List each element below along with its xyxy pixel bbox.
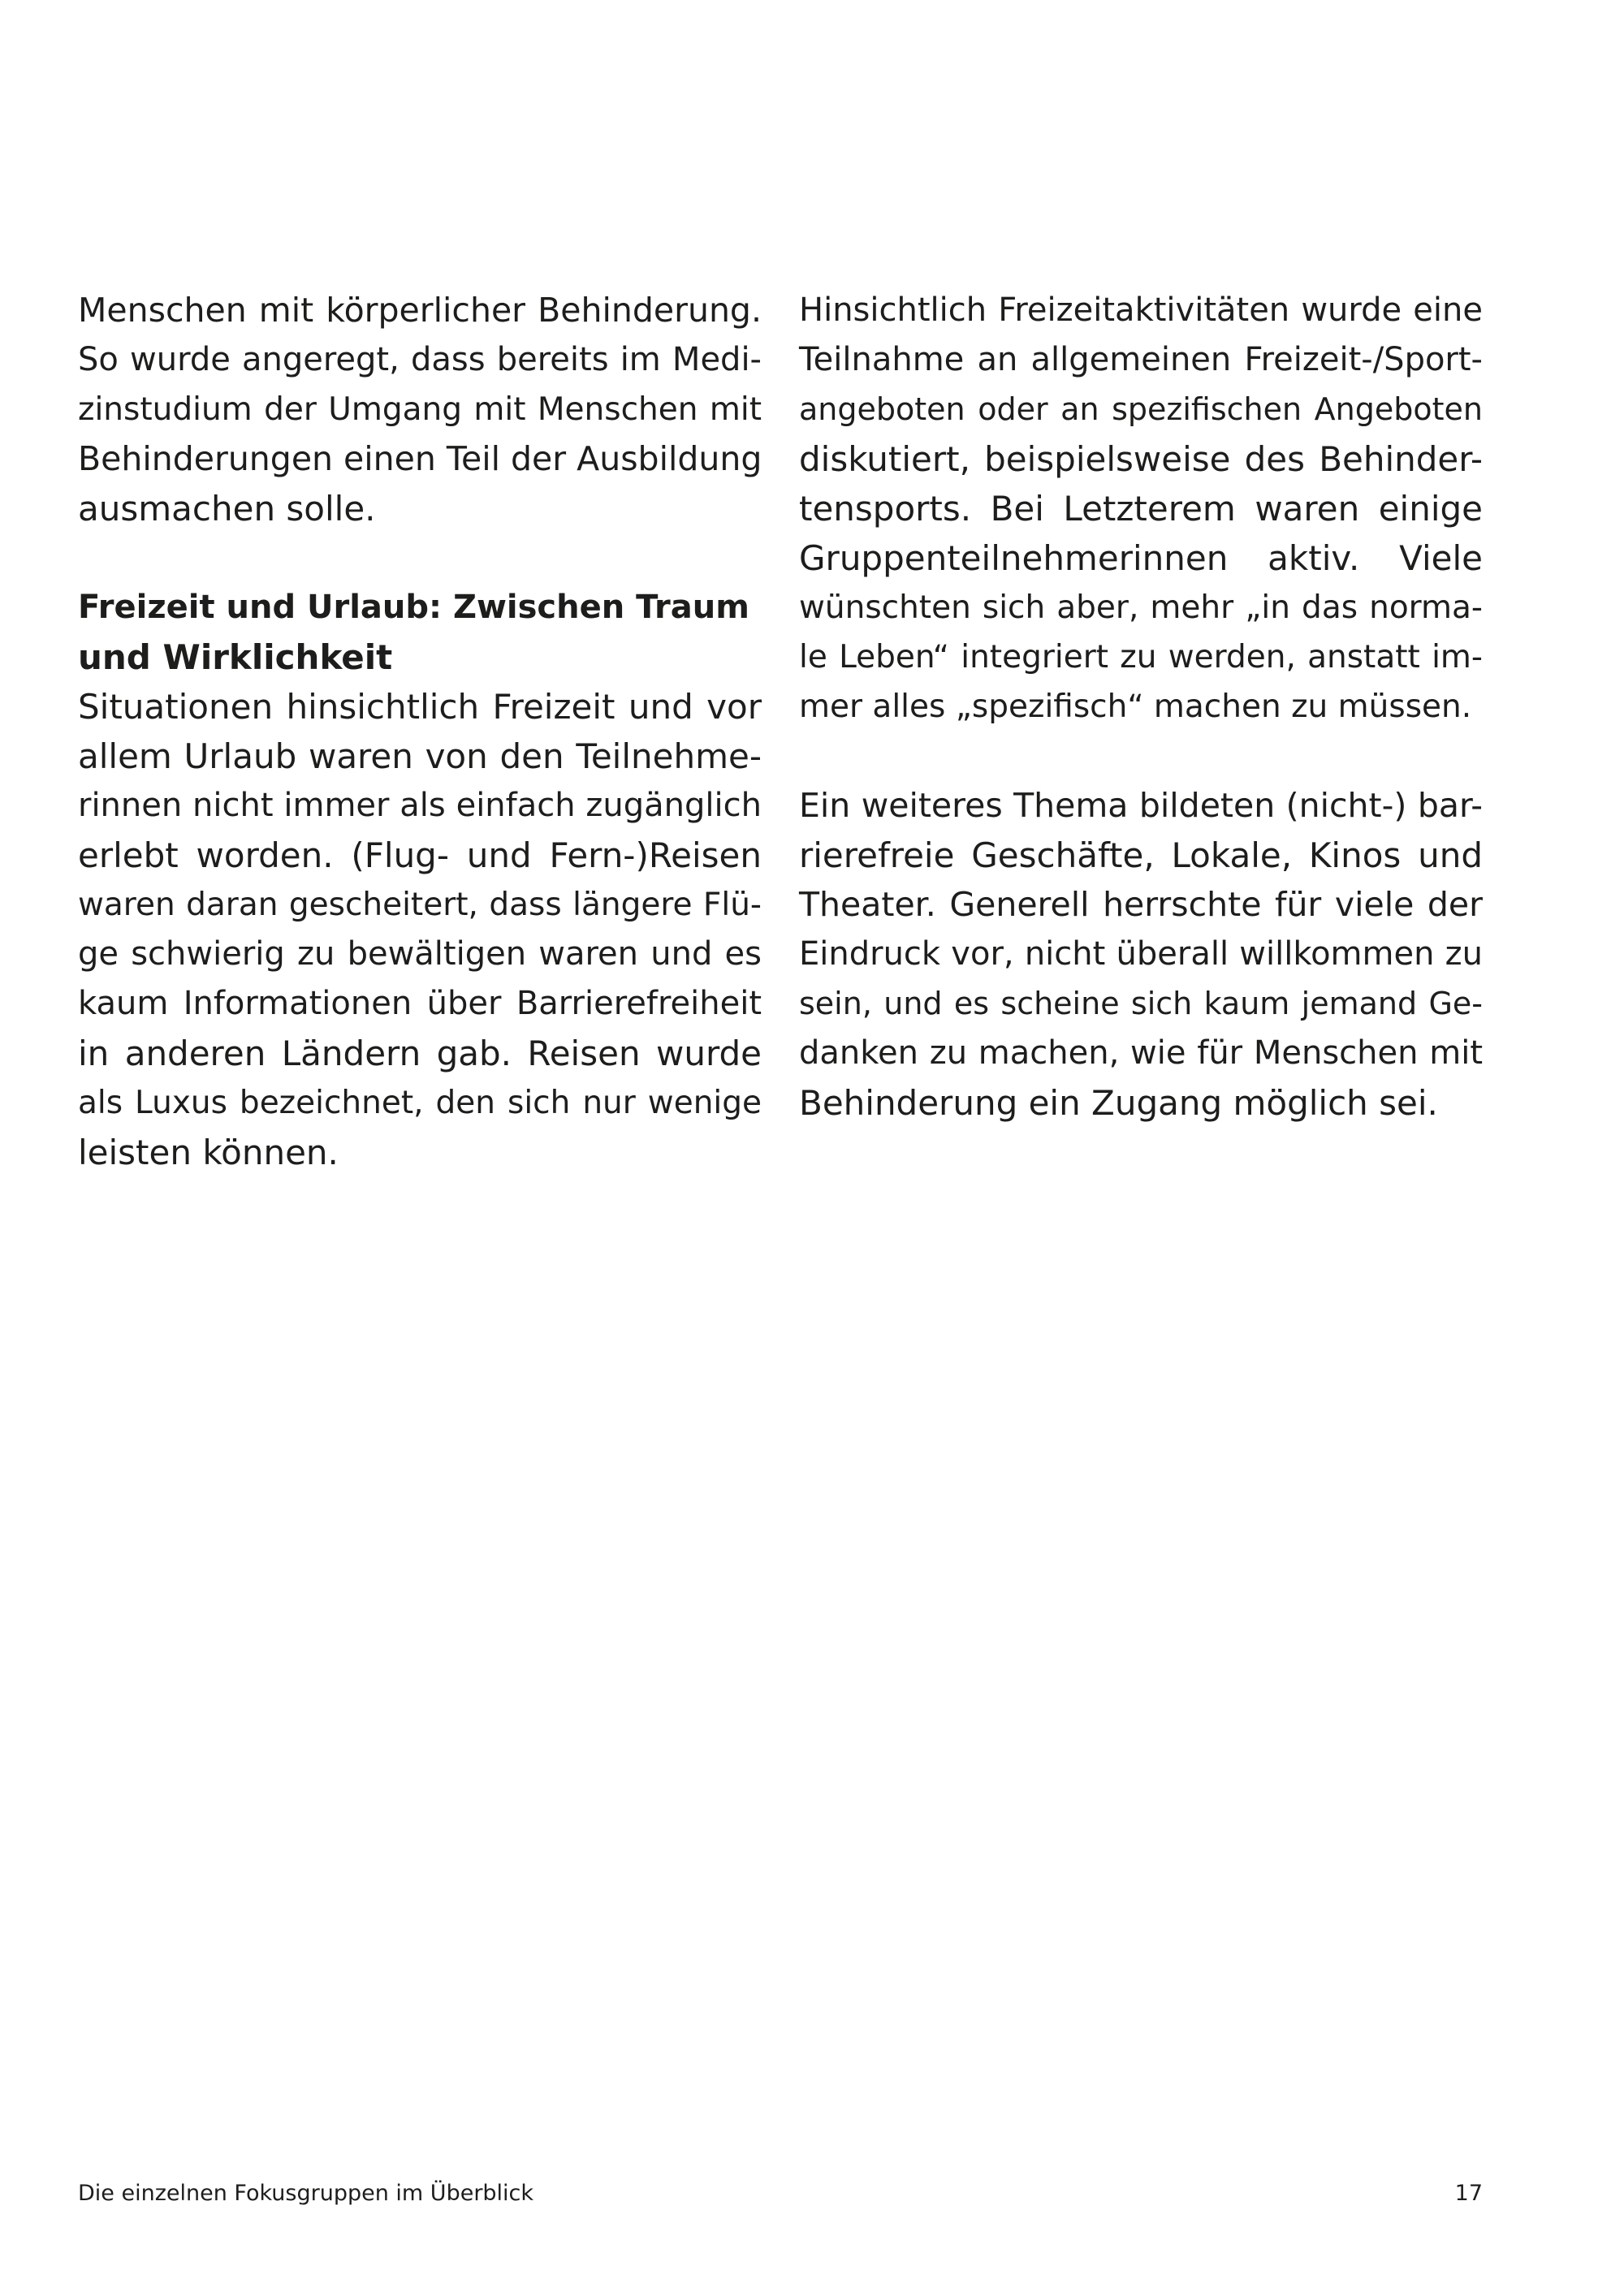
- text-line: allem Urlaub waren von den Teilnehme-: [78, 736, 762, 776]
- paragraph-gap: [799, 732, 1483, 781]
- text-line: in anderen Ländern gab. Reisen wurde: [78, 1034, 762, 1073]
- right-paragraph-1: [799, 286, 1483, 732]
- text-line: Hinsichtlich Freizeitaktivitäten wurde eine: [799, 291, 1483, 329]
- text-line: sein, und es scheine sich kaum jemand Ge-: [799, 986, 1483, 1021]
- heading-line: und Wirklichkeit: [78, 637, 393, 677]
- right-column: [799, 286, 1483, 1128]
- left-paragraph-1: [78, 286, 762, 533]
- section-heading: [78, 583, 762, 682]
- text-line: erlebt worden. (Flug- und Fern-)Reisen: [78, 835, 762, 875]
- page-footer: [78, 2176, 1483, 2212]
- text-line: mer alles „spezifisch“ machen zu müssen.: [799, 688, 1472, 725]
- footer-section-title: Die einzelnen Fokusgruppen im Überblick: [78, 2181, 534, 2206]
- text-line: Menschen mit körperlicher Behinderung.: [78, 291, 762, 330]
- heading-line: Freizeit und Urlaub: Zwischen Traum: [78, 589, 749, 626]
- text-line: Teilnahme an allgemeinen Freizeit-/Sport-: [799, 341, 1483, 378]
- text-line: rinnen nicht immer als einfach zugänglich: [78, 787, 762, 824]
- text-line: als Luxus bezeichnet, den sich nur wenige: [78, 1085, 762, 1121]
- left-paragraph-2: [78, 682, 762, 1177]
- text-line: Theater. Generell herrschte für viele der: [799, 885, 1483, 924]
- text-line: leisten können.: [78, 1133, 339, 1172]
- text-line: angeboten oder an spezifischen Angeboten: [799, 391, 1483, 427]
- text-line: Eindruck vor, nicht überall willkommen zu: [799, 935, 1483, 973]
- text-line: waren daran gescheitert, dass längere Flü-: [78, 887, 762, 923]
- right-paragraph-2: [799, 781, 1483, 1128]
- text-line: le Leben“ integriert zu werden, anstatt im-: [799, 639, 1483, 675]
- left-column: [78, 286, 762, 1177]
- page-number: 17: [1454, 2181, 1483, 2206]
- text-line: diskutiert, beispielsweise des Behinder-: [799, 439, 1483, 479]
- text-line: ge schwierig zu bewältigen waren und es: [78, 935, 762, 973]
- text-line: wünschten sich aber, mehr „in das norma-: [799, 589, 1483, 626]
- text-line: So wurde angeregt, dass bereits im Medi-: [78, 341, 762, 378]
- text-line: danken zu machen, wie für Menschen mit: [799, 1034, 1483, 1072]
- text-line: kaum Informationen über Barrierefreiheit: [78, 985, 762, 1022]
- text-line: Gruppenteilnehmerinnen aktiv. Viele: [799, 538, 1483, 578]
- text-line: ausmachen solle.: [78, 489, 376, 529]
- paragraph-gap: [78, 533, 762, 583]
- text-line: Behinderung ein Zugang möglich sei.: [799, 1083, 1438, 1123]
- text-line: Situationen hinsichtlich Freizeit und vor: [78, 687, 762, 727]
- text-line: Behinderungen einen Teil der Ausbildung: [78, 439, 762, 478]
- text-line: rierefreie Geschäfte, Lokale, Kinos und: [799, 835, 1483, 875]
- text-line: zinstudium der Umgang mit Menschen mit: [78, 391, 762, 428]
- text-line: Ein weiteres Thema bildeten (nicht-) bar-: [799, 786, 1483, 825]
- text-line: tensports. Bei Letzterem waren einige: [799, 489, 1483, 529]
